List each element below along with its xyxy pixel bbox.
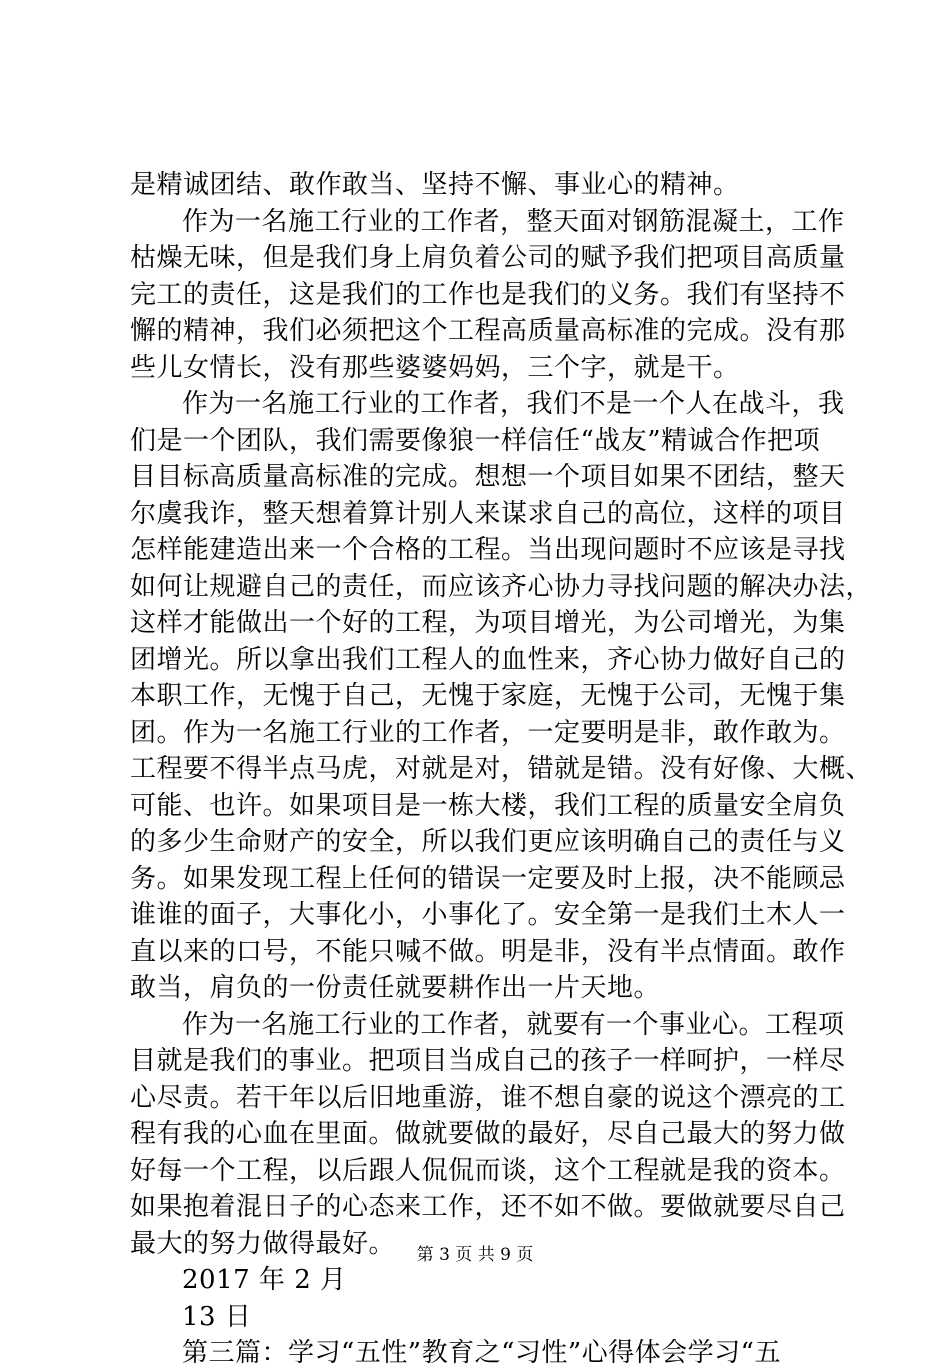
- text-line: 好每一个工程，以后跟人侃侃而谈，这个工程就是我的资本。: [130, 1155, 846, 1186]
- text-line: 的多少生命财产的安全，所以我们更应该明确自己的责任与义: [130, 827, 846, 857]
- text-line: 目就是我们的事业。把项目当成自己的孩子一样呵护，一样尽: [130, 1046, 846, 1076]
- text-line: 作为一名施工行业的工作者，我们不是一个人在战斗，我: [182, 389, 845, 419]
- text-line: 如何让规避自己的责任，而应该齐心协力寻找问题的解决办法，: [130, 571, 873, 602]
- text-line: 务。如果发现工程上任何的错误一定要及时上报，决不能顾忌: [130, 863, 846, 894]
- text-line: 13 日: [182, 1301, 252, 1332]
- text-line: 谁谁的面子，大事化小，小事化了。安全第一是我们土木人一: [130, 900, 846, 930]
- text-line: 如果抱着混日子的心态来工作，还不如不做。要做就要尽自己: [130, 1192, 846, 1222]
- text-line: 工程要不得半点马虎，对就是对，错就是错。没有好像、大概、: [130, 754, 873, 784]
- text-line: 完工的责任，这是我们的工作也是我们的义务。我们有坚持不: [130, 279, 846, 310]
- text-line: 团增光。所以拿出我们工程人的血性来，齐心协力做好自己的: [130, 644, 846, 675]
- text-line: 程有我的心血在里面。做就要做的最好，尽自己最大的努力做: [130, 1119, 846, 1149]
- text-line: 2017 年 2 月: [182, 1265, 347, 1295]
- text-line: 第三篇：学习“五性”教育之“习性”心得体会学习“五: [182, 1338, 781, 1368]
- text-line: 可能、也许。如果项目是一栋大楼，我们工程的质量安全肩负: [130, 790, 846, 821]
- text-line: 这样才能做出一个好的工程，为项目增光，为公司增光，为集: [130, 608, 846, 638]
- body-text: [130, 167, 873, 1372]
- text-line: 尔虞我诈，整天想着算计别人来谋求自己的高位，这样的项目: [130, 498, 846, 529]
- text-line: 最大的努力做得最好。: [130, 1228, 396, 1259]
- text-line: 心尽责。若干年以后旧地重游，谁不想自豪的说这个漂亮的工: [130, 1082, 846, 1113]
- text-line: 懈的精神，我们必须把这个工程高质量高标准的完成。没有那: [130, 316, 846, 346]
- text-line: 作为一名施工行业的工作者，就要有一个事业心。工程项: [182, 1009, 845, 1040]
- text-line: 敢当，肩负的一份责任就要耕作出一片天地。: [130, 973, 661, 1003]
- text-line: 团。作为一名施工行业的工作者，一定要明是非，敢作敢为。: [130, 717, 846, 748]
- text-line: 作为一名施工行业的工作者，整天面对钢筋混凝土，工作: [182, 206, 845, 237]
- page-footer: 第 3 页 共 9 页: [416, 1245, 534, 1265]
- text-line: 目目标高质量高标准的完成。想想一个项目如果不团结，整天: [130, 462, 846, 492]
- text-line: 本职工作，无愧于自己，无愧于家庭，无愧于公司，无愧于集: [130, 681, 846, 711]
- text-line: 怎样能建造出来一个合格的工程。当出现问题时不应该是寻找: [130, 535, 846, 565]
- text-line: 直以来的口号，不能只喊不做。明是非，没有半点情面。敢作: [130, 936, 846, 967]
- text-line: 些儿女情长，没有那些婆婆妈妈，三个字，就是干。: [130, 352, 740, 383]
- text-line: 是精诚团结、敢作敢当、坚持不懈、事业心的精神。: [130, 170, 740, 200]
- text-line: 枯燥无味，但是我们身上肩负着公司的赋予我们把项目高质量: [130, 243, 846, 273]
- text-line: 们是一个团队，我们需要像狼一样信任“战友”精诚合作把项: [130, 425, 821, 456]
